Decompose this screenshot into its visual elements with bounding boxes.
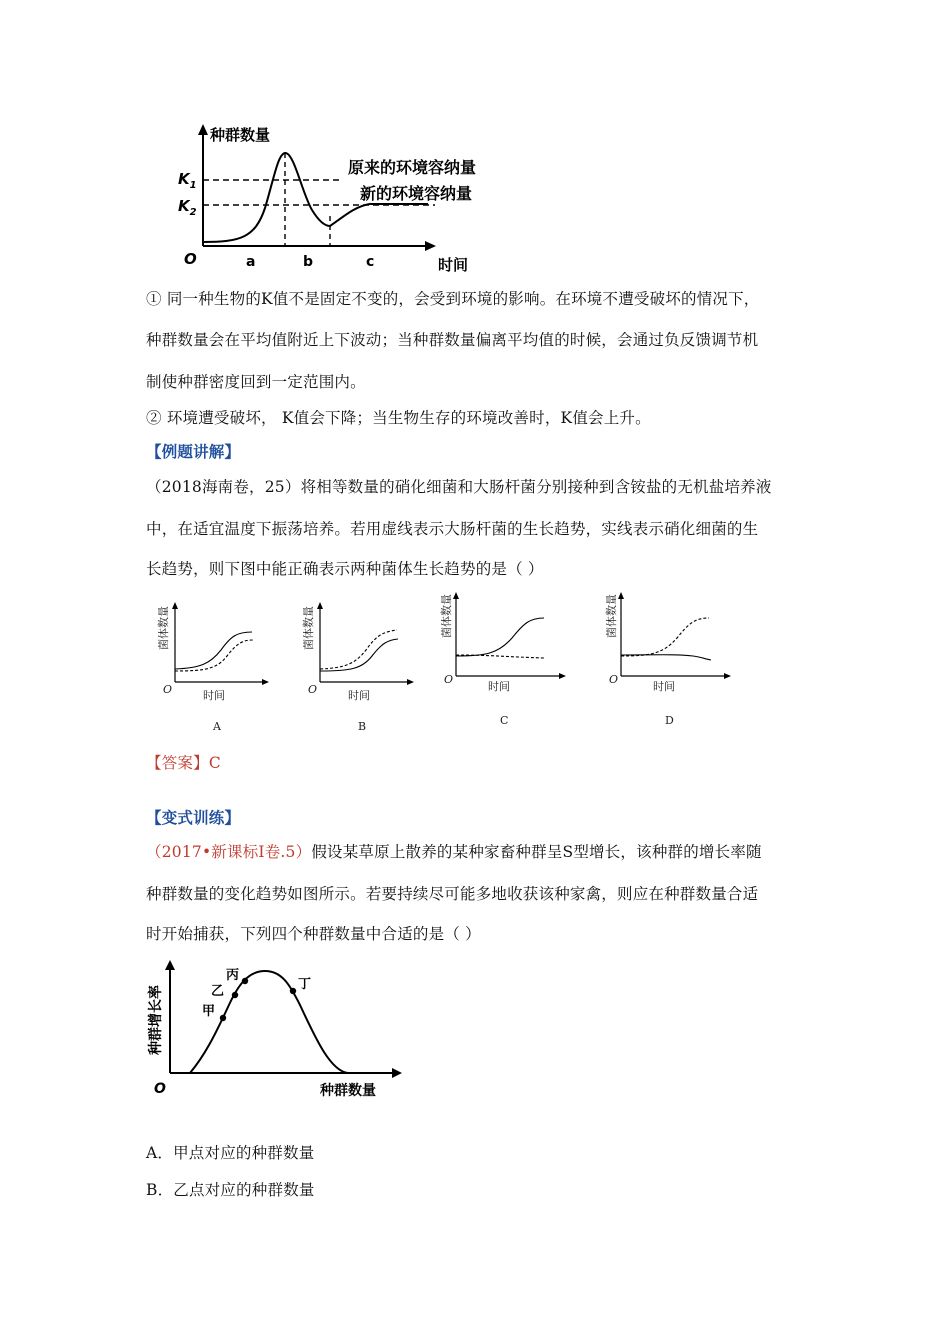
chart-a-ylabel: 菌体数量: [157, 606, 170, 650]
chart-b-caption: B: [358, 720, 367, 733]
label-jia: 甲: [202, 1004, 216, 1019]
chart-c-solid-curve: [456, 618, 544, 656]
chart-a: [156, 602, 269, 733]
chart-b-ylabel: 菌体数量: [302, 606, 315, 650]
chart-a-xlabel: 时间: [203, 689, 225, 702]
segment-b: b: [303, 254, 314, 270]
point-jia: [220, 1015, 226, 1021]
point-ding: [290, 988, 296, 994]
chart-a-x-arrow: [262, 679, 269, 685]
chart-b-solid-curve: [320, 639, 398, 671]
label-yi: 乙: [211, 984, 225, 999]
variant-line-3: 时开始捕获，下列四个种群数量中合适的是（ ）: [146, 925, 481, 943]
variant-line-1-text: 假设某草原上散养的某种家畜种群呈S型增长，该种群的增长率随: [311, 843, 762, 861]
chart-d: [604, 592, 731, 727]
chart-b-origin: O: [308, 683, 318, 696]
chart-c-x-arrow: [559, 673, 566, 679]
chart-a-solid-curve: [175, 632, 252, 669]
growth-x-arrow: [392, 1068, 402, 1078]
variant-source: （2017•新课标Ⅰ卷.5）: [146, 843, 312, 861]
answer-value: C: [208, 754, 221, 772]
x-axis-arrow: [425, 241, 436, 251]
chart-b-x-arrow: [407, 679, 414, 685]
chart-d-xlabel: 时间: [653, 680, 675, 693]
example-line-2: 中，在适宜温度下振荡培养。若用虚线表示大肠杆菌的生长趋势，实线表示硝化细菌的生: [146, 520, 759, 538]
note-line-3: 制使种群密度回到一定范围内。: [146, 373, 366, 391]
note-line-2: 种群数量会在平均值附近上下波动；当种群数量偏离平均值的时候，会通过负反馈调节机: [146, 331, 759, 349]
option-charts: [140, 592, 760, 742]
chart-c: [439, 592, 566, 727]
y-axis-arrow: [198, 124, 208, 135]
chart-d-ylabel: 菌体数量: [605, 594, 618, 638]
point-bing: [242, 978, 248, 984]
point-yi: [232, 992, 238, 998]
x-axis-label: 时间: [438, 256, 469, 274]
answer-line: [146, 751, 221, 773]
note-line-1: ① 同一种生物的K值不是固定不变的，会受到环境的影响。在环境不遭受破坏的情况下，: [146, 290, 760, 308]
variant-heading: 【变式训练】: [146, 808, 241, 827]
origin-label: O: [184, 250, 197, 268]
growth-rate-figure: [140, 955, 420, 1105]
growth-origin: O: [154, 1081, 166, 1097]
variant-line-2: 种群数量的变化趋势如图所示。若要持续尽可能多地收获该种家禽，则应在种群数量合适: [146, 885, 759, 903]
label-ding: 丁: [298, 977, 312, 992]
chart-c-ylabel: 菌体数量: [440, 594, 453, 638]
chart-d-origin: O: [609, 673, 619, 686]
chart-d-x-arrow: [724, 673, 731, 679]
example-line-1: （2018海南卷，25）将相等数量的硝化细菌和大肠杆菌分别接种到含铵盐的无机盐培养液: [146, 478, 772, 496]
chart-a-origin: O: [163, 683, 173, 696]
chart-b-y-arrow: [317, 602, 323, 609]
growth-y-arrow: [165, 960, 175, 970]
segment-c: c: [366, 254, 375, 270]
chart-c-y-arrow: [453, 592, 459, 599]
label-bing: 丙: [226, 968, 240, 983]
option-b: B．乙点对应的种群数量: [146, 1181, 315, 1199]
example-line-3: 长趋势，则下图中能正确表示两种菌体生长趋势的是（ ）: [146, 560, 544, 578]
chart-b-dashed-curve: [320, 630, 397, 669]
k-value-figure: [170, 118, 520, 278]
chart-c-origin: O: [444, 673, 454, 686]
example-heading: 【例题讲解】: [146, 442, 241, 461]
chart-b: [301, 602, 414, 733]
chart-b-xlabel: 时间: [348, 689, 370, 702]
variant-line-1: [146, 840, 762, 862]
chart-a-dashed-curve: [175, 640, 253, 671]
chart-d-y-arrow: [618, 592, 624, 599]
chart-c-xlabel: 时间: [488, 680, 510, 693]
new-capacity-label: 新的环境容纳量: [360, 184, 473, 203]
y-axis-label: 种群数量: [210, 126, 271, 144]
chart-a-caption: A: [213, 720, 221, 733]
growth-xlabel: 种群数量: [320, 1083, 376, 1099]
option-a: A．甲点对应的种群数量: [146, 1144, 315, 1162]
chart-d-solid-curve: [621, 655, 711, 660]
chart-a-y-arrow: [172, 602, 178, 609]
original-capacity-label: 原来的环境容纳量: [348, 158, 477, 177]
growth-ylabel: 种群增长率: [148, 985, 164, 1055]
segment-a: a: [246, 254, 256, 270]
note-line-4: ② 环境遭受破坏， K值会下降；当生物生存的环境改善时，K值会上升。: [146, 409, 651, 427]
answer-label: 【答案】: [146, 754, 209, 772]
chart-d-caption: D: [665, 714, 674, 727]
chart-d-dashed-curve: [621, 618, 709, 656]
k1-label: $K_1$: [178, 170, 197, 191]
k2-label: $K_2$: [178, 197, 197, 218]
chart-c-caption: C: [500, 714, 509, 727]
